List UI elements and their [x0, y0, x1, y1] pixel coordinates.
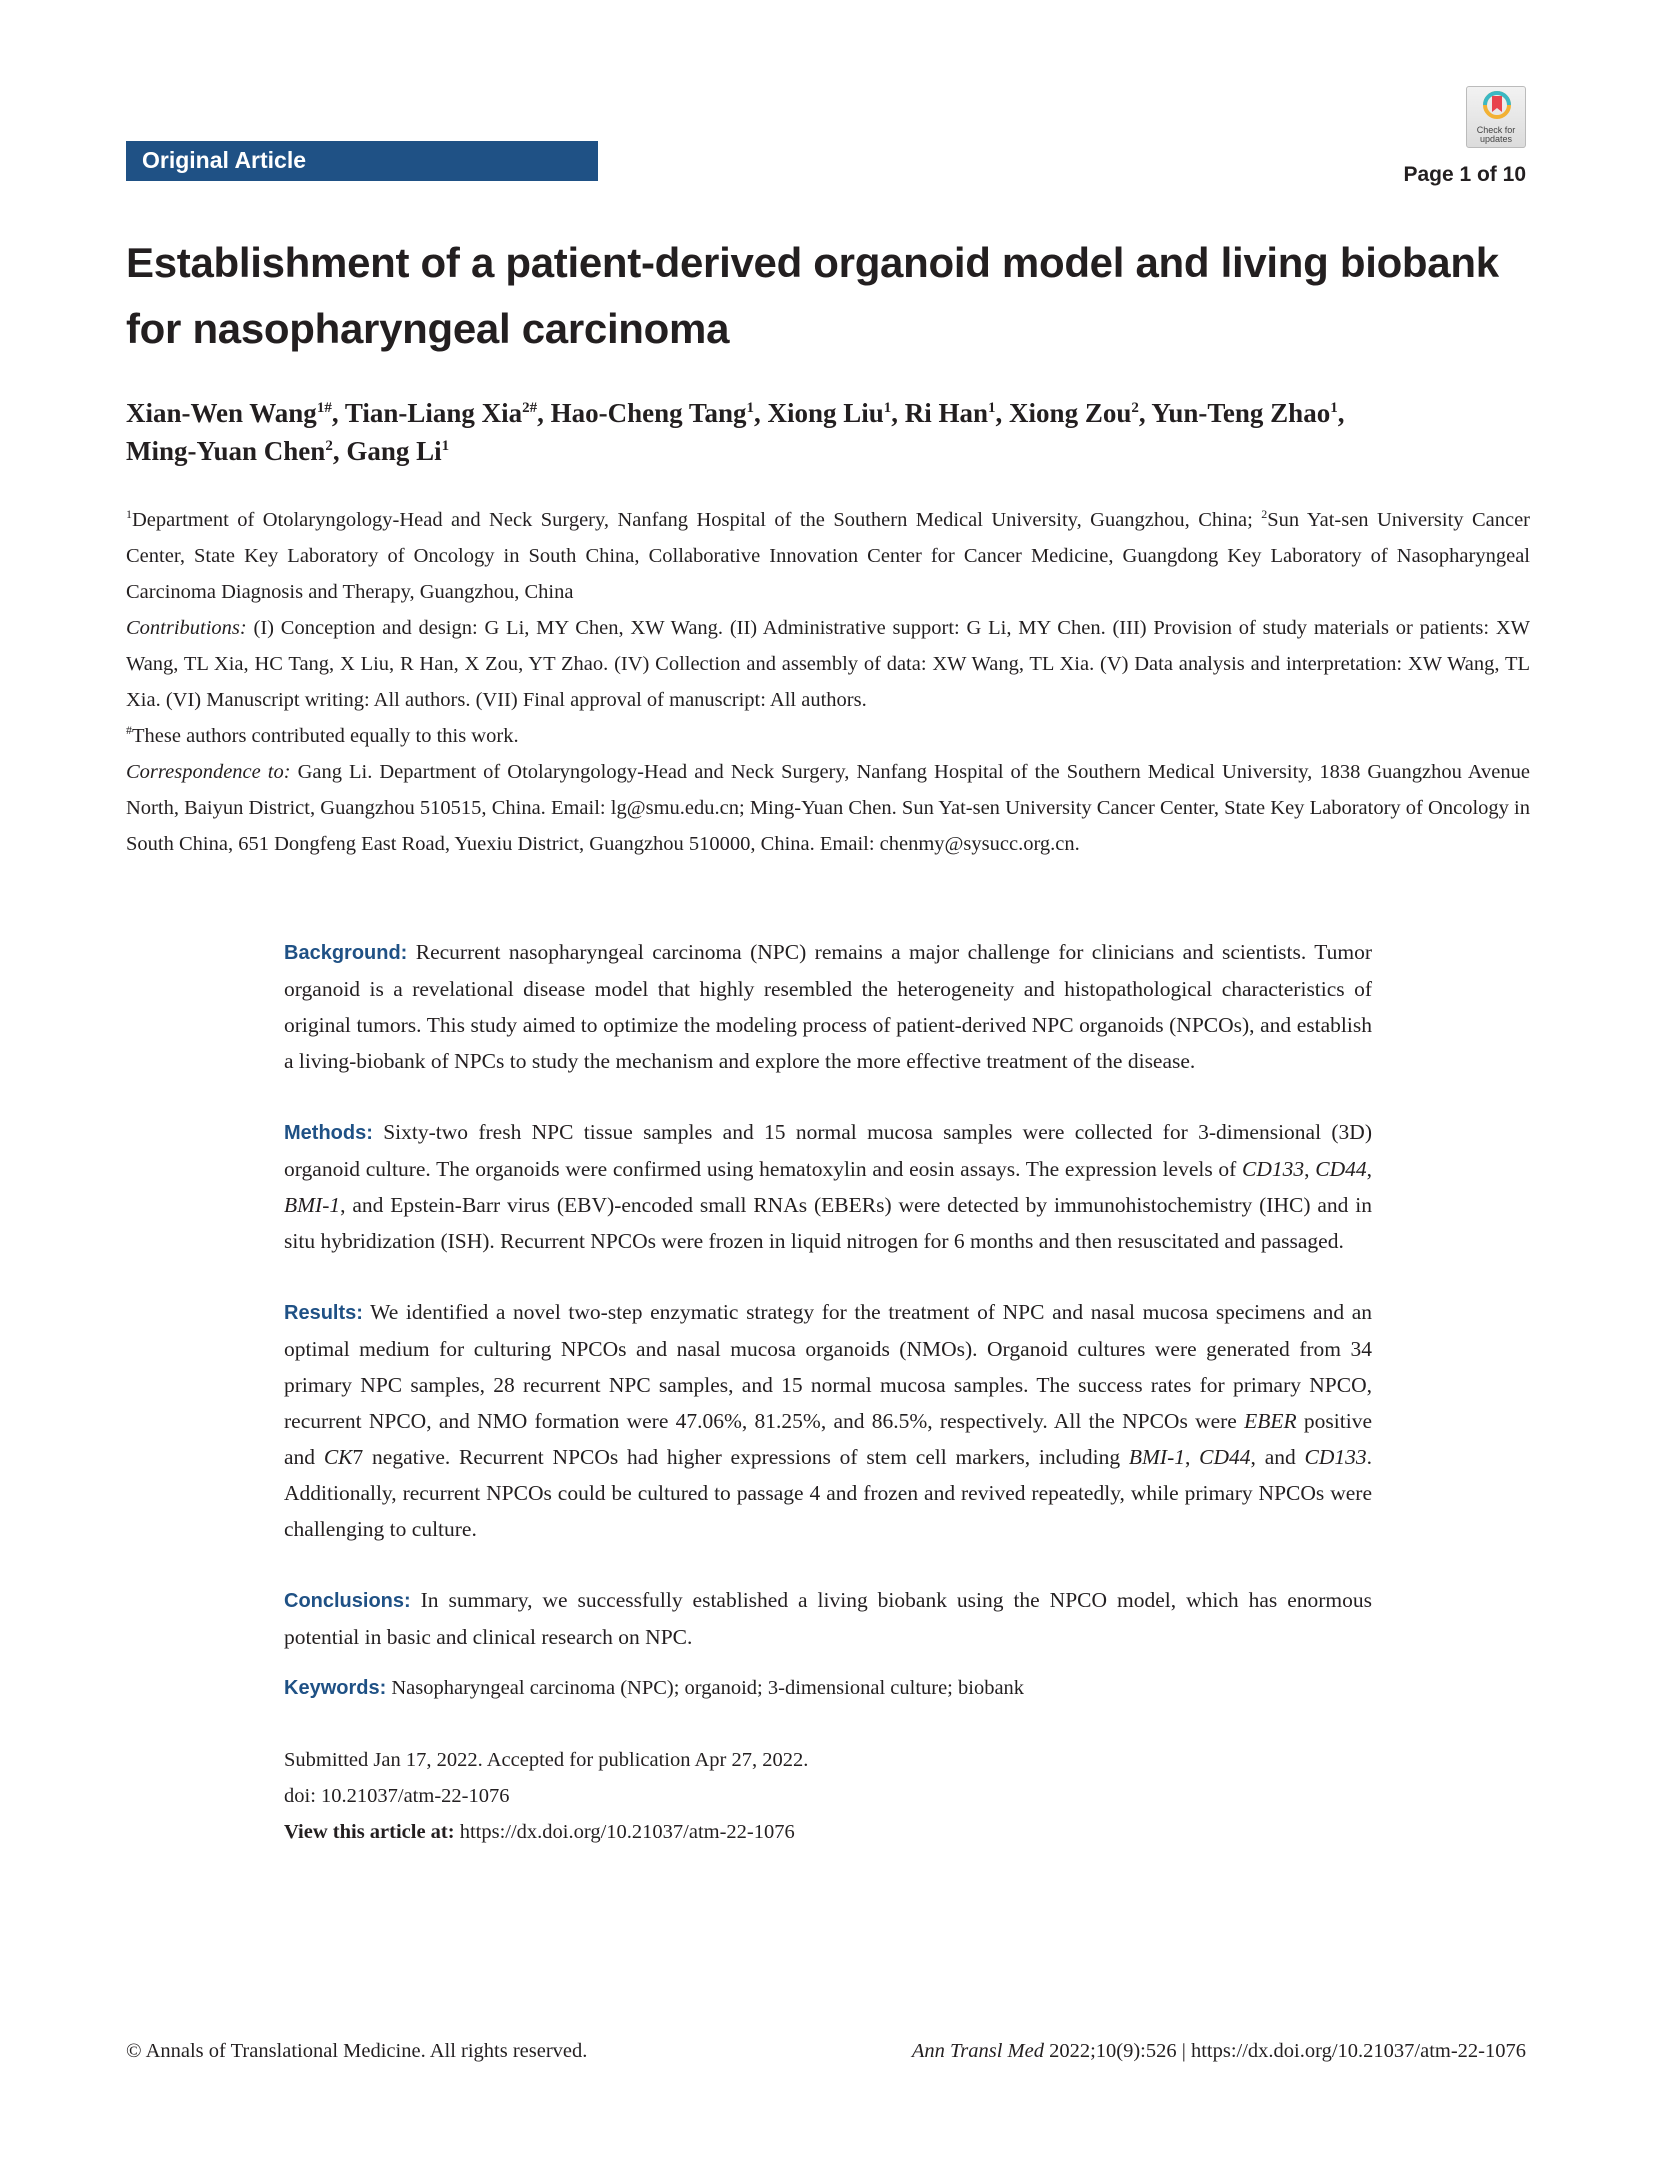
- results-text-2: positive and: [284, 1409, 1372, 1469]
- author-name: Yun-Teng Zhao: [1151, 398, 1331, 428]
- results-text-4: . Additionally, recurrent NPCOs could be cultured to passage 4 and frozen and revived repeatedly, while primary NPCOs were challenging to culture.: [284, 1445, 1373, 1541]
- abstract-conclusions: [284, 1582, 1372, 1655]
- article-type-label: Original Article: [142, 147, 307, 173]
- gene-cd44: CD44: [1315, 1157, 1367, 1181]
- author-affiliation-sup: 1: [883, 400, 892, 416]
- conclusions-heading: Conclusions:: [284, 1590, 411, 1612]
- methods-heading: Methods:: [284, 1122, 373, 1144]
- correspondence-label: Correspondence to:: [126, 761, 291, 783]
- gene-eber: EBER: [1244, 1409, 1297, 1433]
- affiliation-1: Department of Otolaryngology-Head and Neck Surgery, Nanfang Hospital of the Southern Medical University, Guangzhou, China;: [132, 509, 1262, 531]
- abstract-background: [284, 934, 1372, 1079]
- contributions: [126, 610, 1530, 718]
- check-updates-text-2: updates: [1479, 134, 1513, 144]
- gene-cd133: CD133: [1242, 1157, 1305, 1181]
- check-updates-icon: [1482, 90, 1512, 124]
- affiliation-2: Sun Yat-sen University Cancer Center, State Key Laboratory of Oncology in South China, Collaborative Innovation Center for Cancer Medicine, Guangdong Key Laboratory of Nasopharyngeal Carcinoma Diagnosis and Therapy, Guangzhou, China: [126, 509, 1530, 603]
- gene-ck7: CK: [323, 1445, 353, 1469]
- gene-cd44: CD44: [1199, 1445, 1251, 1469]
- results-text-3: 7 negative. Recurrent NPCOs had higher expressions of stem cell markers, including: [352, 1445, 1129, 1469]
- author-name: Ri Han: [904, 398, 989, 428]
- conclusions-text: In summary, we successfully established a living biobank using the NPCO model, which has enormous potential in basic and clinical research on NPC.: [284, 1588, 1372, 1649]
- submission-dates: Submitted Jan 17, 2022. Accepted for publication Apr 27, 2022.: [284, 1749, 809, 1771]
- background-text: Recurrent nasopharyngeal carcinoma (NPC) remains a major challenge for clinicians and scientists. Tumor organoid is a revelational disease model that highly resembled the heterogeneity and histopathological characteristics of original tumors. This study aimed to optimize the modeling process of patient-derived NPC organoids (NPCOs), and establish a living-biobank of NPCs to study the mechanism and explore the more effective treatment of the disease.: [284, 940, 1372, 1073]
- author-affiliation-sup: 1: [1330, 400, 1338, 416]
- author-name: Hao-Cheng Tang: [550, 398, 747, 428]
- article-type-banner: [126, 141, 598, 181]
- affiliation-sup-2: 2: [1261, 507, 1268, 522]
- equal-contribution-note: [126, 718, 1530, 754]
- affiliation-sup-1: 1: [126, 507, 132, 522]
- gene-bmi1: BMI-1: [284, 1193, 341, 1217]
- page-indicator: Page 1 of 10: [1403, 163, 1526, 186]
- author-name: Tian-Liang Xia: [344, 398, 523, 428]
- separator: ,: [1304, 1157, 1316, 1181]
- abstract-methods: [284, 1114, 1372, 1259]
- gene-cd133: CD133: [1304, 1445, 1367, 1469]
- contributions-label: Contributions:: [126, 617, 247, 639]
- check-for-updates-button[interactable]: [1466, 86, 1526, 148]
- check-updates-text-1: Check for: [1476, 125, 1516, 135]
- separator: , and: [1250, 1445, 1305, 1469]
- author-affiliation-sup: 1#: [316, 400, 332, 416]
- author-name: Gang Li: [346, 436, 442, 466]
- contributions-text: (I) Conception and design: G Li, MY Chen, XW Wang. (II) Administrative support: G Li, MY Chen. (III) Provision of study materials or patients: XW Wang, TL Xia, HC Tang, X Liu, R Han, X Zou, YT Zhao. (IV) Collection and assembly of data: XW Wang, TL Xia. (V) Data analysis and interpretation: XW Wang, TL Xia. (VI) Manuscript writing: All authors. (VII) Final approval of manuscript: All authors.: [126, 617, 1530, 711]
- publication-info: [284, 1742, 808, 1850]
- keywords-text: Nasopharyngeal carcinoma (NPC); organoid; 3-dimensional culture; biobank: [386, 1677, 1025, 1699]
- author-affiliation-sup: 2: [325, 438, 333, 454]
- author-name: Ming-Yuan Chen: [126, 436, 326, 466]
- methods-text-1: Sixty-two fresh NPC tissue samples and 15 normal mucosa samples were collected for 3-dimensional (3D) organoid culture. The organoids were confirmed using hematoxylin and eosin assays. The expression levels of: [284, 1120, 1372, 1181]
- correspondence: [126, 754, 1530, 862]
- journal-abbrev: Ann Transl Med: [911, 2040, 1044, 2062]
- view-article: [284, 1814, 808, 1850]
- separator: ,: [1185, 1445, 1200, 1469]
- correspondence-text: Gang Li. Department of Otolaryngology-Head and Neck Surgery, Nanfang Hospital of the Southern Medical University, 1838 Guangzhou Avenue North, Baiyun District, Guangzhou 510515, China. Email: lg@smu.edu.cn; Ming-Yuan Chen. Sun Yat-sen University Cancer Center, State Key Laboratory of Oncology in South China, 651 Dongfeng East Road, Yuexiu District, Guangzhou 510000, China. Email: chenmy@sysucc.org.cn.: [126, 761, 1530, 855]
- author-affiliation-sup: 2#: [522, 400, 538, 416]
- author-affiliation-sup: 1: [988, 400, 996, 416]
- gene-bmi1: BMI-1: [1128, 1445, 1186, 1469]
- keywords: [284, 1670, 1372, 1706]
- results-heading: Results:: [284, 1302, 363, 1324]
- methods-text-2: , and Epstein-Barr virus (EBV)-encoded small RNAs (EBERs) were detected by immunohistochemistry (IHC) and in situ hybridization (ISH). Recurrent NPCOs were frozen in liquid nitrogen for 6 months and then resuscitated and passaged.: [284, 1193, 1372, 1253]
- footer-copyright: © Annals of Translational Medicine. All rights reserved.: [126, 2040, 588, 2062]
- separator: ,: [1366, 1157, 1372, 1181]
- background-heading: Background:: [284, 942, 408, 964]
- author-affiliation-sup: 2: [1131, 400, 1139, 416]
- abstract-results: [284, 1294, 1372, 1547]
- keywords-heading: Keywords:: [284, 1677, 387, 1699]
- author-affiliation-sup: 1: [746, 400, 754, 416]
- footer-citation: [912, 2040, 1526, 2063]
- citation-link[interactable]: 2022;10(9):526 | https://dx.doi.org/10.21037/atm-22-1076: [1043, 2040, 1526, 2062]
- view-article-label: View this article at:: [284, 1821, 455, 1843]
- author-name: Xian-Wen Wang: [126, 398, 317, 428]
- view-article-link[interactable]: https://dx.doi.org/10.21037/atm-22-1076: [454, 1821, 795, 1843]
- author-name: Xiong Liu: [767, 398, 884, 428]
- author-list: Xian-Wen Wang$^{1\#}$, Tian-Liang Xia$^{2\#}$, Hao-Cheng Tang$^1$, Xiong Liu$^1$, Ri Han$^1$, Xiong Zou$^2$, Yun-Teng Zhao$^1$, Ming-Yuan Chen$^2$, Gang Li$^1$: [126, 398, 1345, 466]
- author-name: Xiong Zou: [1009, 398, 1132, 428]
- article-title: Establishment of a patient-derived organoid model and living biobank for nasopharyngeal carcinoma: [126, 239, 1499, 352]
- doi: doi: 10.21037/atm-22-1076: [284, 1785, 510, 1807]
- author-affiliation-sup: 1: [441, 438, 450, 454]
- results-text-1: We identified a novel two-step enzymatic strategy for the treatment of NPC and nasal mucosa specimens and an optimal medium for culturing NPCOs and nasal mucosa organoids (NMOs). Organoid cultures were generated from 34 primary NPC samples, 28 recurrent NPC samples, and 15 normal mucosa samples. The success rates for primary NPCO, recurrent NPCO, and NMO formation were 47.06%, 81.25%, and 86.5%, respectively. All the NPCOs were: [284, 1300, 1372, 1433]
- equal-contribution-sup: #: [126, 723, 132, 738]
- affiliations: [126, 502, 1530, 610]
- equal-contribution-text: These authors contributed equally to this work.: [132, 725, 519, 747]
